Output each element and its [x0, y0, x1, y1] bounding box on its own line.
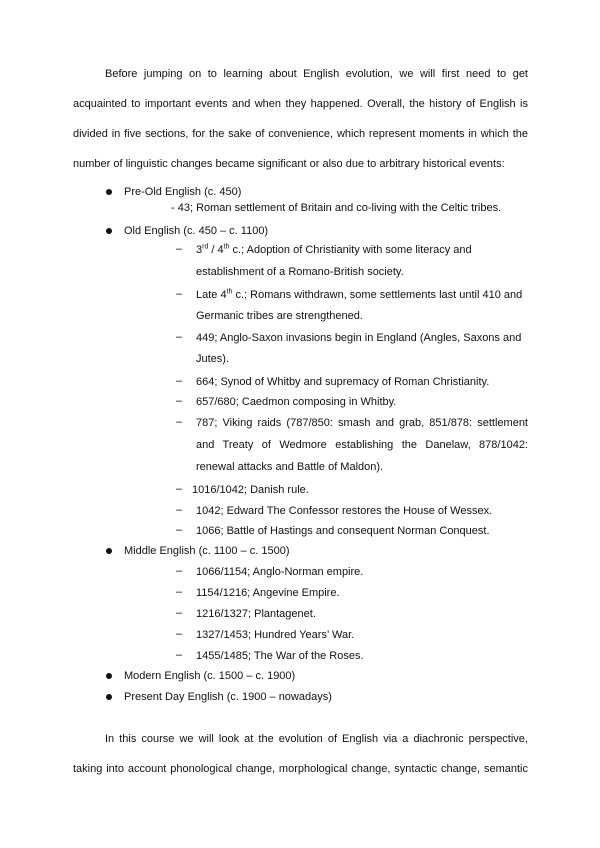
period-middle-label: Middle English (c. 1100 – c. 1500)	[124, 545, 290, 557]
bullet-icon	[106, 228, 112, 234]
dash-icon: –	[176, 607, 183, 619]
bullet-icon	[106, 694, 112, 700]
dash-icon: –	[176, 524, 183, 536]
old-event-6-cont-1: and Treaty of Wedmore establishing the Danelaw, 878/1042:	[196, 439, 528, 451]
intro-line-4: number of linguistic changes became significant or also due to arbitrary historical events:	[73, 158, 505, 170]
closing-line-2: taking into account phonological change, morphological change, syntactic change, semantic	[73, 763, 528, 775]
dash-icon: –	[176, 628, 183, 640]
dash-icon: –	[176, 565, 183, 577]
old-event-2: Late 4th c.; Romans withdrawn, some settlements last until 410 and	[196, 288, 523, 301]
dash-icon: –	[176, 288, 183, 300]
old-event-1-cont: establishment of a Romano-British society.	[196, 266, 404, 278]
intro-line-3: divided in five sections, for the sake of convenience, which represent moments in which the	[73, 128, 528, 140]
dash-icon: –	[176, 586, 183, 598]
old-event-6: 787; Viking raids (787/850: smash and grab, 851/878: settlement	[196, 417, 528, 429]
dash-icon: –	[176, 504, 183, 516]
old-event-6-cont-2: renewal attacks and Battle of Maldon).	[196, 461, 384, 473]
intro-line-1: Before jumping on to learning about English evolution, we will first need to get	[105, 68, 528, 80]
bullet-icon	[106, 548, 112, 554]
old-event-2-cont: Germanic tribes are strengthened.	[196, 310, 363, 322]
old-event-7: 1016/1042; Danish rule.	[192, 484, 309, 496]
dash-icon: –	[176, 649, 183, 661]
period-modern-label: Modern English (c. 1500 – c. 1900)	[124, 670, 296, 682]
dash-icon: –	[176, 375, 183, 387]
bullet-icon	[106, 189, 112, 195]
old-event-4: 664; Synod of Whitby and supremacy of Roman Christianity.	[196, 376, 490, 388]
period-present-label: Present Day English (c. 1900 – nowadays)	[124, 691, 332, 703]
bullet-icon	[106, 673, 112, 679]
old-event-3-cont: Jutes).	[196, 353, 230, 365]
closing-line-1: In this course we will look at the evolution of English via a diachronic perspective,	[105, 733, 528, 745]
old-event-9: 1066; Battle of Hastings and consequent Norman Conquest.	[196, 525, 490, 537]
old-event-8: 1042; Edward The Confessor restores the House of Wessex.	[196, 505, 493, 517]
dash-icon: –	[176, 483, 183, 495]
dash-icon: –	[176, 395, 183, 407]
middle-event-2: 1154/1216; Angevine Empire.	[196, 587, 340, 599]
dash-icon: –	[176, 331, 183, 343]
period-pre-old-label: Pre-Old English (c. 450)	[124, 186, 242, 198]
old-event-5: 657/680; Caedmon composing in Whitby.	[196, 396, 397, 408]
dash-icon: –	[176, 416, 183, 428]
old-event-3: 449; Anglo-Saxon invasions begin in England (Angles, Saxons and	[196, 332, 522, 344]
old-event-1: 3rd / 4th c.; Adoption of Christianity with some literacy and	[196, 243, 472, 256]
dash-icon: –	[176, 243, 183, 255]
period-old-label: Old English (c. 450 – c. 1100)	[124, 225, 269, 237]
intro-line-2: acquainted to important events and when they happened. Overall, the history of English is	[73, 98, 528, 110]
middle-event-1: 1066/1154; Anglo-Norman empire.	[196, 566, 364, 578]
middle-event-4: 1327/1453; Hundred Years’ War.	[196, 629, 355, 641]
period-pre-old-event: - 43; Roman settlement of Britain and co-living with the Celtic tribes.	[171, 202, 502, 214]
middle-event-5: 1455/1485; The War of the Roses.	[196, 650, 364, 662]
middle-event-3: 1216/1327; Plantagenet.	[196, 608, 316, 620]
